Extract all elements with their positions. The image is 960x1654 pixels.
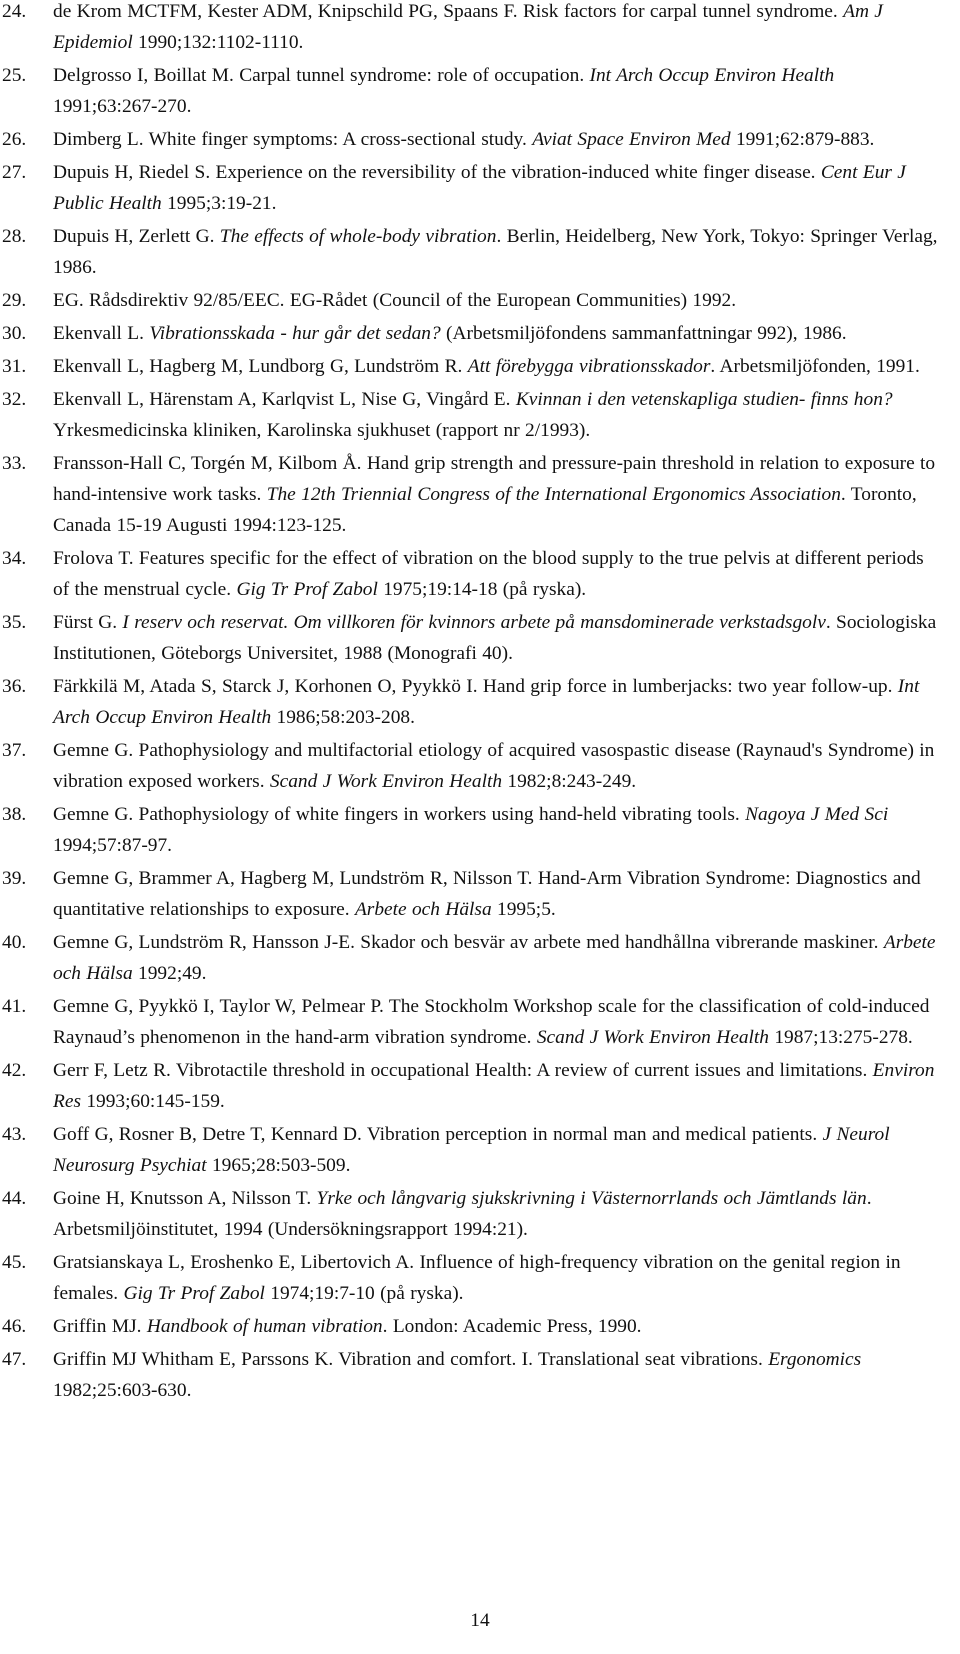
reference-segment: Dupuis H, Zerlett G. [53, 226, 220, 247]
reference-number: 39. [2, 868, 27, 889]
reference-number: 45. [2, 1252, 27, 1273]
reference-segment: 1975;19:14-18 (på ryska). [377, 579, 587, 600]
page-number: 14 [470, 1610, 490, 1631]
reference-source-italic: The 12th Triennial Congress of the International Ergonomics Association [266, 484, 841, 505]
reference-source-italic: Yrke och långvarig sjukskrivning i Västernorrlands och Jämtlands län [316, 1188, 867, 1209]
reference-item [0, 543, 940, 605]
reference-item [0, 1055, 940, 1117]
reference-text [53, 389, 893, 441]
reference-item [0, 1183, 940, 1245]
reference-segment: Goine H, Knutsson A, Nilsson T. [53, 1188, 317, 1209]
reference-item [0, 0, 940, 58]
reference-text [53, 226, 938, 278]
reference-segment: Frolova T. Features specific for the effect of vibration on the blood supply to the true pelvis at different periods of the menstrual cycle. [53, 548, 924, 600]
reference-text [53, 1349, 861, 1401]
reference-segment: 1991;63:267-270. [53, 96, 192, 117]
reference-segment: Ekenvall L, Hagberg M, Lundborg G, Lundström R. [53, 356, 468, 377]
reference-segment: Gemne G. Pathophysiology and multifactorial etiology of acquired vasospastic disease (Raynaud's Syndrome) in vibration exposed workers. [53, 740, 935, 792]
reference-text [53, 548, 924, 600]
reference-text [53, 162, 906, 214]
reference-segment: Färkkilä M, Atada S, Starck J, Korhonen O, Pyykkö I. Hand grip force in lumberjacks: two year follow-up. [53, 676, 898, 697]
reference-segment: 1986;58:203-208. [271, 707, 415, 728]
reference-number: 30. [2, 323, 27, 344]
reference-item [0, 60, 940, 122]
reference-segment: . Toronto, Canada 15-19 Augusti 1994:123-125. [53, 484, 917, 536]
reference-segment: 1974;19:7-10 (på ryska). [264, 1283, 464, 1304]
reference-segment: . London: Academic Press, 1990. [382, 1316, 642, 1337]
reference-segment: 1991;62:879-883. [730, 129, 875, 150]
reference-source-italic: Kvinnan i den vetenskapliga studien- finns hon? [515, 389, 893, 410]
reference-segment: Dimberg L. White finger symptoms: A cross-sectional study. [53, 129, 533, 150]
reference-number: 28. [2, 226, 27, 247]
reference-segment: Delgrosso I, Boillat M. Carpal tunnel syndrome: role of occupation. [53, 65, 590, 86]
reference-text [53, 1060, 934, 1112]
reference-number: 31. [2, 356, 27, 377]
reference-segment: Gemne G, Pyykkö I, Taylor W, Pelmear P. The Stockholm Workshop scale for the classification of cold-induced Raynaud’s phenomenon in the hand-arm vibration syndrome. [53, 996, 930, 1048]
reference-segment: Ekenvall L, Härenstam A, Karlqvist L, Nise G, Vingård E. [53, 389, 516, 410]
reference-text [53, 804, 888, 856]
reference-source-italic: Scand J Work Environ Health [269, 771, 503, 792]
reference-number: 43. [2, 1124, 27, 1145]
reference-item [0, 991, 940, 1053]
reference-item [0, 1119, 940, 1181]
reference-segment: 1982;25:603-630. [53, 1380, 192, 1401]
reference-source-italic: Arbete och Hälsa [354, 899, 492, 920]
reference-segment: 1993;60:145-159. [81, 1091, 225, 1112]
reference-segment: 1982;8:243-249. [502, 771, 637, 792]
reference-source-italic: Cent Eur J Public Health [53, 162, 906, 214]
reference-segment: EG. Rådsdirektiv 92/85/EEC. EG-Rådet (Council of the European Communities) 1992. [53, 290, 737, 311]
reference-item [0, 384, 940, 446]
reference-item [0, 927, 940, 989]
reference-source-italic: Aviat Space Environ Med [532, 129, 731, 150]
reference-text [53, 676, 919, 728]
reference-text [53, 932, 936, 984]
reference-segment: 1995;5. [491, 899, 556, 920]
reference-source-italic: Arbete och Hälsa [53, 932, 936, 984]
reference-segment: Griffin MJ Whitham E, Parssons K. Vibration and comfort. I. Translational seat vibrations. [53, 1349, 769, 1370]
reference-number: 29. [2, 290, 27, 311]
reference-number: 33. [2, 453, 27, 474]
reference-segment: Gemne G, Brammer A, Hagberg M, Lundström R, Nilsson T. Hand-Arm Vibration Syndrome: Diagnostics and quantitative relationships to exposure. [53, 868, 921, 920]
reference-segment: . Arbetsmiljöfonden, 1991. [710, 356, 920, 377]
reference-segment: Ekenvall L. [53, 323, 150, 344]
reference-text [53, 1316, 642, 1337]
reference-item [0, 221, 940, 283]
reference-item [0, 1311, 940, 1342]
reference-segment: Yrkesmedicinska kliniken, Karolinska sjukhuset (rapport nr 2/1993). [53, 420, 591, 441]
reference-segment: . Sociologiska Institutionen, Göteborgs Universitet, 1988 (Monografi 40). [53, 612, 937, 664]
reference-segment: Gratsianskaya L, Eroshenko E, Libertovich A. Influence of high-frequency vibration on the genital region in females. [53, 1252, 901, 1304]
reference-text [53, 868, 921, 920]
reference-item [0, 1344, 940, 1406]
reference-segment: Griffin MJ. [53, 1316, 147, 1337]
reference-segment: 1990;132:1102-1110. [132, 32, 304, 53]
reference-number: 36. [2, 676, 27, 697]
reference-number: 25. [2, 65, 27, 86]
reference-text [53, 996, 929, 1048]
reference-segment: Dupuis H, Riedel S. Experience on the reversibility of the vibration-induced white finger disease. [53, 162, 821, 183]
reference-source-italic: Gig Tr Prof Zabol [236, 579, 378, 600]
reference-text [53, 1, 883, 53]
reference-segment: (Arbetsmiljöfondens sammanfattningar 992), 1986. [440, 323, 847, 344]
reference-source-italic: Gig Tr Prof Zabol [123, 1283, 265, 1304]
reference-source-italic: Int Arch Occup Environ Health [589, 65, 835, 86]
reference-segment: Gemne G, Lundström R, Hansson J-E. Skador och besvär av arbete med handhållna vibrerande maskiner. [53, 932, 884, 953]
reference-source-italic: Am J Epidemiol [53, 1, 883, 53]
reference-text [53, 612, 936, 664]
reference-item [0, 735, 940, 797]
reference-item [0, 863, 940, 925]
reference-item [0, 124, 940, 155]
reference-number: 37. [2, 740, 27, 761]
reference-number: 34. [2, 548, 27, 569]
reference-segment: Gerr F, Letz R. Vibrotactile threshold in occupational Health: A review of current issues and limitations. [53, 1060, 873, 1081]
reference-text [53, 1252, 901, 1304]
reference-segment: Fürst G. [53, 612, 123, 633]
reference-number: 42. [2, 1060, 27, 1081]
reference-number: 38. [2, 804, 27, 825]
reference-segment: . Berlin, Heidelberg, New York, Tokyo: Springer Verlag, 1986. [53, 226, 938, 278]
reference-source-italic: Handbook of human vibration [146, 1316, 383, 1337]
reference-source-italic: I reserv och reservat. Om villkoren för kvinnors arbete på mansdominerade verkstadsgolv [122, 612, 826, 633]
reference-number: 32. [2, 389, 27, 410]
reference-text [53, 1188, 872, 1240]
reference-source-italic: Att förebygga vibrationsskador [467, 356, 711, 377]
reference-text [53, 290, 736, 311]
reference-item [0, 671, 940, 733]
reference-item [0, 285, 940, 316]
reference-number: 46. [2, 1316, 27, 1337]
reference-text [53, 323, 847, 344]
reference-segment: Goff G, Rosner B, Detre T, Kennard D. Vibration perception in normal man and medical patients. [53, 1124, 823, 1145]
reference-source-italic: Scand J Work Environ Health [536, 1027, 769, 1048]
reference-source-italic: J Neurol Neurosurg Psychiat [53, 1124, 890, 1176]
reference-text [53, 1124, 890, 1176]
reference-segment: Gemne G. Pathophysiology of white fingers in workers using hand-held vibrating tools. [53, 804, 746, 825]
reference-number: 41. [2, 996, 27, 1017]
reference-source-italic: Vibrationsskada - hur går det sedan? [149, 323, 441, 344]
reference-item [0, 351, 940, 382]
reference-segment: 1992;49. [132, 963, 207, 984]
reference-segment: 1965;28:503-509. [206, 1155, 351, 1176]
reference-segment: 1994;57:87-97. [53, 835, 173, 856]
reference-text [53, 65, 834, 117]
reference-item [0, 607, 940, 669]
reference-number: 44. [2, 1188, 27, 1209]
reference-segment: 1987;13:275-278. [769, 1027, 913, 1048]
reference-number: 47. [2, 1349, 27, 1370]
reference-source-italic: The effects of whole-body vibration [219, 226, 497, 247]
reference-text [53, 356, 920, 377]
reference-number: 26. [2, 129, 27, 150]
reference-text [53, 129, 874, 150]
reference-segment: 1995;3:19-21. [161, 193, 277, 214]
reference-source-italic: Nagoya J Med Sci [745, 804, 889, 825]
reference-segment: de Krom MCTFM, Kester ADM, Knipschild PG, Spaans F. Risk factors for carpal tunnel syndrome. [53, 1, 844, 22]
reference-number: 27. [2, 162, 27, 183]
reference-text [53, 740, 934, 792]
reference-item [0, 448, 940, 541]
reference-item [0, 157, 940, 219]
reference-segment: . Arbetsmiljöinstitutet, 1994 (Undersökningsrapport 1994:21). [53, 1188, 872, 1240]
reference-source-italic: Int Arch Occup Environ Health [53, 676, 920, 728]
reference-segment: Fransson-Hall C, Torgén M, Kilbom Å. Hand grip strength and pressure-pain threshold in relation to exposure to hand-intensive work tasks. [53, 453, 936, 505]
reference-text [53, 453, 935, 536]
reference-number: 35. [2, 612, 27, 633]
reference-item [0, 318, 940, 349]
reference-item [0, 1247, 940, 1309]
reference-number: 40. [2, 932, 27, 953]
reference-source-italic: Ergonomics [768, 1349, 862, 1370]
reference-source-italic: Environ Res [53, 1060, 935, 1112]
reference-item [0, 799, 940, 861]
reference-number: 24. [2, 1, 27, 22]
